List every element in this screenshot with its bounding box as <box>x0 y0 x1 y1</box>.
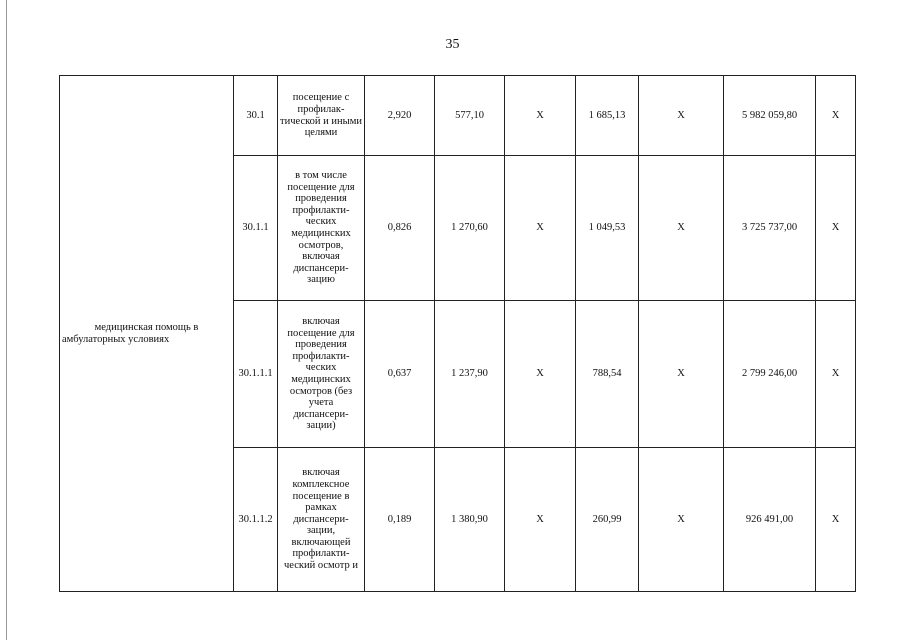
row-value-2: 1 237,90 <box>435 301 505 448</box>
row-value-7: X <box>816 156 856 301</box>
row-code: 30.1.1.1 <box>234 301 278 448</box>
row-value-2: 1 270,60 <box>435 156 505 301</box>
row-description: посещение с профилак-тической и иными целями <box>278 76 365 156</box>
row-value-1: 2,920 <box>365 76 435 156</box>
row-value-6: 5 982 059,80 <box>724 76 816 156</box>
row-value-6: 3 725 737,00 <box>724 156 816 301</box>
row-value-2: 577,10 <box>435 76 505 156</box>
tariff-table <box>59 75 856 592</box>
row-value-7: X <box>816 301 856 448</box>
row-value-5: X <box>639 448 724 592</box>
row-description: включая комплексное посещение в рамках диспансери-зации, включающей профилакти-ческий осмотр и <box>278 448 365 592</box>
row-value-1: 0,189 <box>365 448 435 592</box>
row-description: в том числе посещение для проведения профилакти-ческих медицинских осмотров, включая диспансери-зацию <box>278 156 365 301</box>
row-value-4: 1 685,13 <box>576 76 639 156</box>
page-left-edge <box>6 0 7 640</box>
row-value-1: 0,826 <box>365 156 435 301</box>
row-value-6: 2 799 246,00 <box>724 301 816 448</box>
row-value-1: 0,637 <box>365 301 435 448</box>
row-value-4: 788,54 <box>576 301 639 448</box>
row-code: 30.1.1.2 <box>234 448 278 592</box>
row-value-7: X <box>816 448 856 592</box>
row-value-4: 260,99 <box>576 448 639 592</box>
row-value-3: X <box>505 76 576 156</box>
page-number: 35 <box>445 37 460 52</box>
row-value-5: X <box>639 301 724 448</box>
row-value-3: X <box>505 301 576 448</box>
table-row <box>60 76 856 156</box>
row-value-7: X <box>816 76 856 156</box>
row-code: 30.1 <box>234 76 278 156</box>
row-description: включая посещение для проведения профилакти-ческих медицинских осмотров (без учета диспансери-зации) <box>278 301 365 448</box>
row-value-5: X <box>639 76 724 156</box>
row-value-5: X <box>639 156 724 301</box>
row-code: 30.1.1 <box>234 156 278 301</box>
row-value-3: X <box>505 156 576 301</box>
row-value-2: 1 380,90 <box>435 448 505 592</box>
row-value-3: X <box>505 448 576 592</box>
row-value-4: 1 049,53 <box>576 156 639 301</box>
section-label: медицинская помощь в амбулаторных условиях <box>60 76 234 592</box>
row-value-6: 926 491,00 <box>724 448 816 592</box>
